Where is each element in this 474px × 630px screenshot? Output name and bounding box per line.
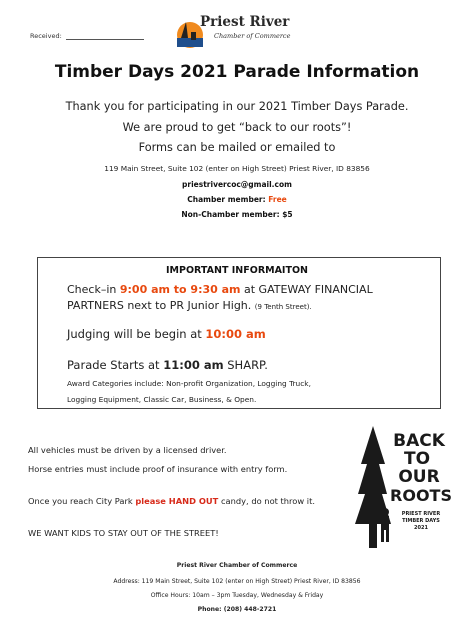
parade-time: 11:00 am: [163, 358, 224, 372]
poster-sub-timber-days: TIMBER DAYS: [402, 518, 440, 524]
rule-licensed-driver: All vehicles must be driven by a licensed driver.: [28, 445, 227, 455]
parade-prefix: Parade Starts at: [67, 358, 160, 372]
checkin-time: 9:00 am to 9:30 am: [119, 283, 241, 296]
received-field: [30, 32, 144, 40]
intro-line-2: We are proud to get “back to our roots”!: [122, 121, 352, 134]
nonmember-fee: Non-Chamber member: $5: [181, 210, 293, 219]
intro-line-3: Forms can be mailed or emailed to: [138, 141, 336, 154]
candy-rule-highlight: please HAND OUT: [135, 496, 219, 506]
parade-suffix: SHARP.: [227, 358, 268, 372]
footer-address: Address: 119 Main Street, Suite 102 (enter on High Street) Priest River, ID 83856: [113, 578, 361, 585]
checkin-street: (9 Tenth Street).: [254, 303, 312, 311]
received-blank-line: [66, 39, 144, 40]
award-categories-line-1: Award Categories include: Non-profit Organization, Logging Truck,: [67, 379, 311, 388]
poster-word-to: TO: [403, 449, 431, 469]
judging-prefix: Judging will be begin at: [67, 327, 202, 341]
logo-name: Priest River: [200, 14, 290, 30]
poster-word-our: OUR: [398, 467, 440, 487]
checkin-line-2: [67, 299, 312, 312]
rule-horse-insurance: Horse entries must include proof of insurance with entry form.: [28, 464, 288, 474]
poster-word-back: BACK: [393, 431, 445, 451]
logger-leg-icon: [381, 530, 384, 542]
contact-email: priestrivercoc@gmail.com: [182, 180, 292, 189]
logger-body-icon: [381, 516, 389, 530]
poster-sub-priest-river: PRIEST RIVER: [401, 511, 441, 517]
logo-figure: [191, 32, 196, 40]
rule-hand-out-candy: [28, 495, 338, 507]
candy-rule-suffix: candy, do not throw it.: [220, 496, 315, 506]
parade-line: [67, 358, 268, 372]
checkin-location-2: PARTNERS next to PR Junior High.: [67, 299, 252, 312]
received-label: Received:: [30, 32, 62, 40]
logger-head-icon: [381, 508, 389, 516]
logo-subtitle: Chamber of Commerce: [214, 32, 291, 40]
member-fee: [0, 195, 474, 204]
candy-rule-prefix: Once you reach City Park: [28, 496, 133, 506]
intro-line-1: Thank you for participating in our 2021 Timber Days Parade.: [65, 100, 409, 113]
poster-word-roots: ROOTS: [390, 486, 452, 505]
page-title: Timber Days 2021 Parade Information: [54, 62, 420, 82]
mailing-address: 119 Main Street, Suite 102 (enter on High Street) Priest River, ID 83856: [104, 164, 370, 173]
footer-org: Priest River Chamber of Commerce: [176, 562, 298, 569]
logo-water: [177, 38, 203, 47]
important-heading: IMPORTANT INFORMAITON: [166, 265, 308, 276]
back-to-our-roots-graphic: [355, 424, 453, 554]
judging-line: [67, 327, 266, 341]
poster-sub-year: 2021: [414, 525, 428, 531]
award-categories-line-2: Logging Equipment, Classic Car, Business, & Open.: [67, 395, 257, 404]
judging-time: 10:00 am: [205, 327, 266, 341]
rule-kids-street: WE WANT KIDS TO STAY OUT OF THE STREET!: [28, 528, 219, 538]
checkin-location: at GATEWAY FINANCIAL: [244, 283, 373, 296]
member-fee-value: Free: [268, 195, 287, 204]
member-fee-label: Chamber member:: [187, 195, 266, 204]
logger-leg-icon: [386, 530, 389, 542]
footer-hours: Office Hours: 10am – 3pm Tuesday, Wednesday & Friday: [150, 592, 324, 599]
checkin-line-1: [67, 283, 373, 296]
checkin-prefix: Check–in: [67, 283, 117, 296]
footer-phone: Phone: (208) 448-2721: [197, 606, 277, 613]
